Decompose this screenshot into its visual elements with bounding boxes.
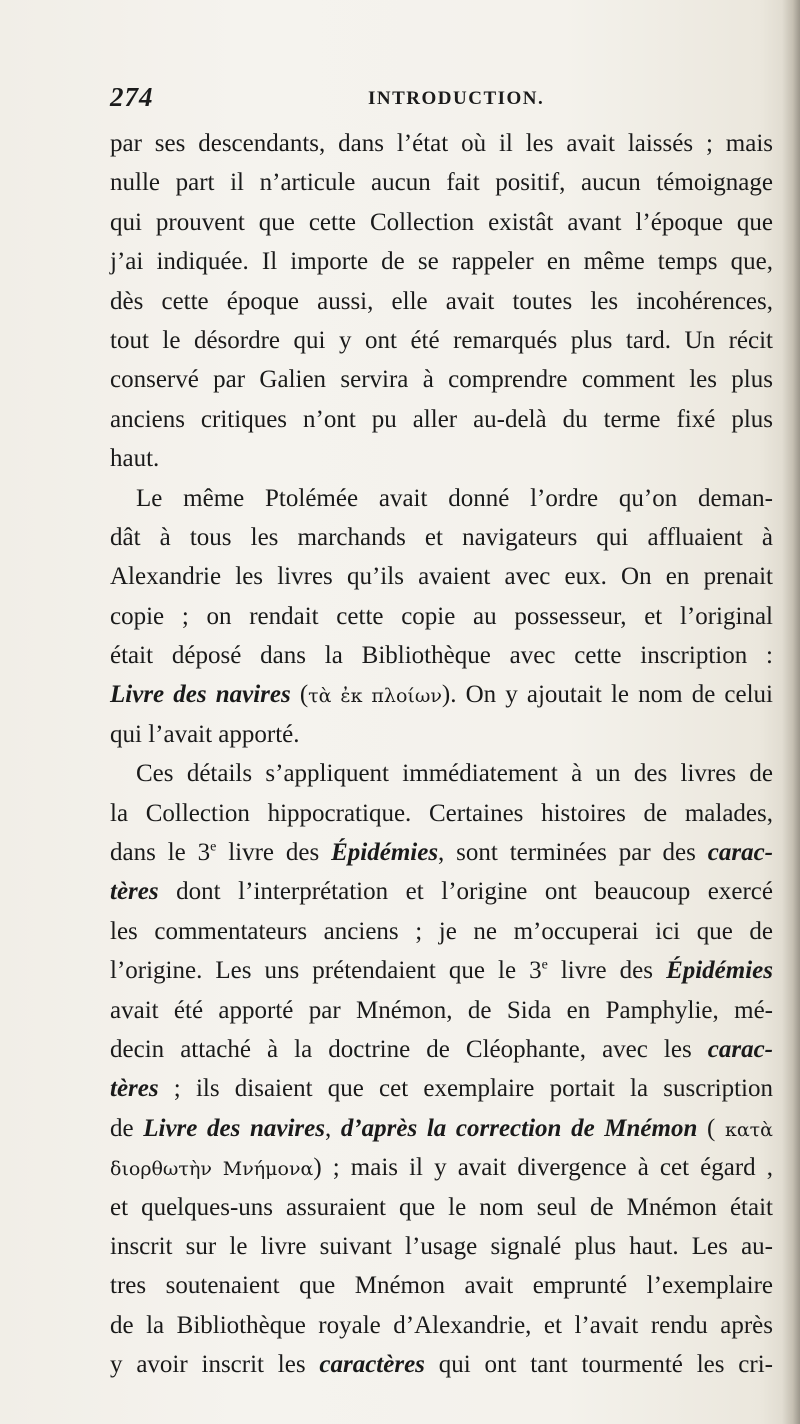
italic-term: tères bbox=[110, 878, 159, 906]
text-line: dans le 3e livre des Épidémies, sont terminées par des carac- bbox=[110, 839, 774, 867]
text-line: conservé par Galien servira à comprendre comment les plus bbox=[110, 366, 773, 394]
text-line: anciens critiques n’ont pu aller au-delà du terme fixé plus bbox=[110, 405, 773, 433]
text-line: tout le désordre qui y ont été remarqués plus tard. Un récit bbox=[110, 326, 773, 354]
italic-title: Livre des navires bbox=[110, 681, 291, 709]
text-line: nulle part il n’articule aucun fait positif, aucun témoignage bbox=[110, 169, 773, 197]
italic-title: Épidémies bbox=[331, 839, 439, 867]
italic-term: tères bbox=[110, 1075, 159, 1103]
italic-term: carac- bbox=[707, 1035, 773, 1063]
text-line: inscrit sur le livre suivant l’usage signalé plus haut. Les au- bbox=[110, 1232, 773, 1260]
text-line: qui prouvent que cette Collection existât avant l’époque que bbox=[110, 208, 773, 236]
text-line: Ces détails s’appliquent immédiatement à un des livres de bbox=[136, 760, 773, 788]
text-line: copie ; on rendait cette copie au possesseur, et l’original bbox=[110, 602, 773, 630]
text-line: decin attaché à la doctrine de Cléophante, avec les carac- bbox=[110, 1035, 773, 1063]
greek-text: τὰ ἐκ πλοίων bbox=[308, 685, 442, 708]
italic-phrase: d’après la correction de Mnémon bbox=[340, 1114, 698, 1142]
greek-text: κατὰ bbox=[724, 1118, 774, 1141]
text-line: y avoir inscrit les caractères qui ont tant tourmenté les cri- bbox=[110, 1351, 773, 1379]
italic-term: caractères bbox=[319, 1351, 425, 1379]
text-line: Le même Ptolémée avait donné l’ordre qu’on deman- bbox=[136, 484, 773, 512]
text-line: j’ai indiquée. Il importe de se rappeler en même temps que, bbox=[110, 248, 773, 276]
text-line: la Collection hippocratique. Certaines histoires de malades, bbox=[110, 799, 773, 827]
italic-title: Épidémies bbox=[666, 957, 773, 985]
page-header bbox=[110, 82, 710, 122]
running-head: INTRODUCTION. bbox=[368, 88, 545, 109]
italic-title: Livre des navires bbox=[143, 1114, 325, 1142]
body-text bbox=[110, 124, 773, 1385]
text-line: de Livre des navires, d’après la correction de Mnémon ( κατὰ bbox=[110, 1114, 774, 1142]
text-line: avait été apporté par Mnémon, de Sida en Pamphylie, mé- bbox=[110, 996, 773, 1024]
text-line: haut. bbox=[110, 445, 160, 473]
text-line: et quelques-uns assuraient que le nom seul de Mnémon était bbox=[110, 1193, 773, 1221]
text-line: tères ; ils disaient que cet exemplaire portait la suscription bbox=[110, 1075, 773, 1103]
page-edge-shadow bbox=[782, 0, 800, 1424]
page-number: 274 bbox=[110, 82, 154, 112]
text-line: tères dont l’interprétation et l’origine ont beaucoup exercé bbox=[110, 878, 773, 906]
greek-text: διορθωτὴν Μνήμονα bbox=[110, 1158, 314, 1181]
text-line: de la Bibliothèque royale d’Alexandrie, et l’avait rendu après bbox=[110, 1311, 773, 1339]
text-line: Livre des navires (τὰ ἐκ πλοίων). On y ajoutait le nom de celui bbox=[110, 681, 774, 709]
italic-term: carac- bbox=[707, 839, 774, 867]
text-line: dât à tous les marchands et navigateurs qui affluaient à bbox=[110, 523, 773, 551]
text-line: les commentateurs anciens ; je ne m’occuperai ici que de bbox=[110, 917, 773, 945]
text-line: Alexandrie les livres qu’ils avaient avec eux. On en prenait bbox=[110, 563, 773, 591]
text-line: dès cette époque aussi, elle avait toutes les incohérences, bbox=[110, 287, 773, 315]
text-line: qui l’avait apporté. bbox=[110, 720, 300, 748]
text-line: était déposé dans la Bibliothèque avec cette inscription : bbox=[110, 642, 773, 670]
text-line: l’origine. Les uns prétendaient que le 3e livre des Épidémies bbox=[110, 957, 773, 985]
text-line: διορθωτὴν Μνήμονα) ; mais il y avait divergence à cet égard , bbox=[110, 1154, 773, 1182]
text-line: par ses descendants, dans l’état où il les avait laissés ; mais bbox=[110, 130, 773, 157]
text-line: tres soutenaient que Mnémon avait emprunté l’exemplaire bbox=[110, 1272, 773, 1300]
